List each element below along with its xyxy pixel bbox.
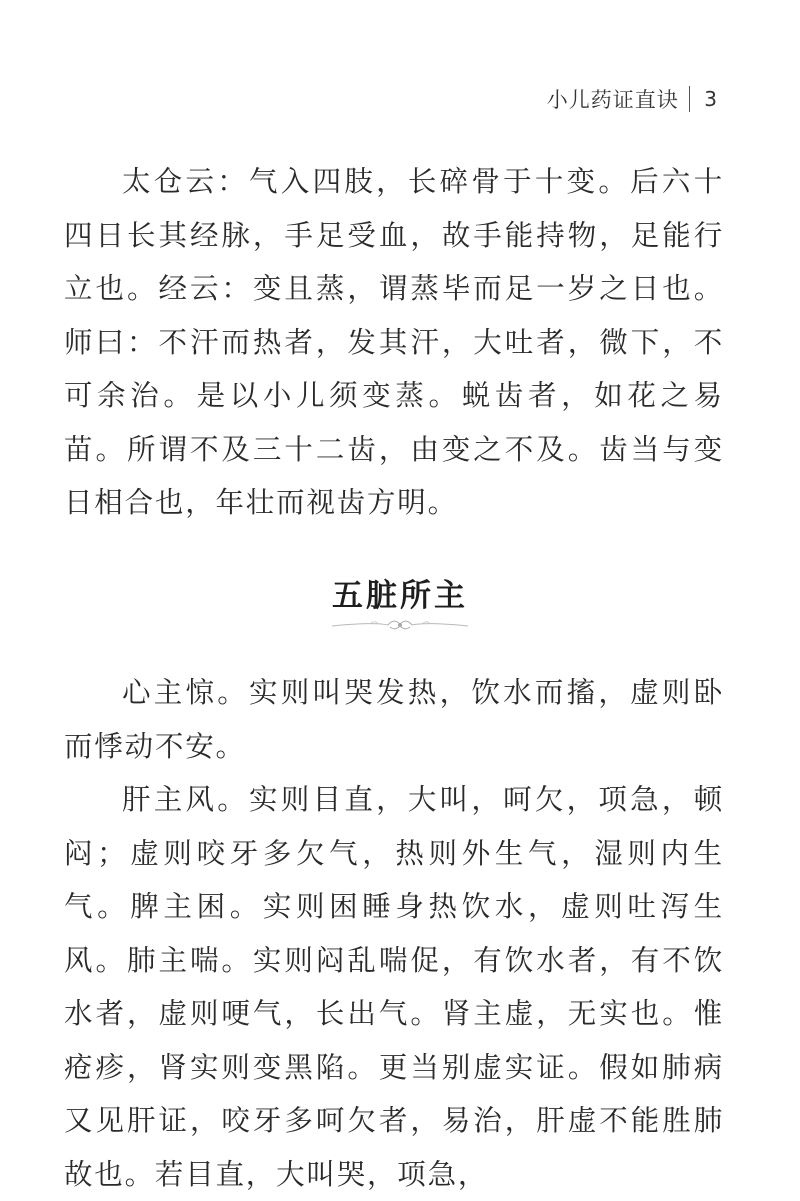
paragraph-heart: 心主惊。实则叫哭发热，饮水而搐，虚则卧而悸动不安。 — [64, 676, 724, 763]
paragraph-taicang: 太仓云：气入四肢，长碎骨于十变。后六十四日长其经脉，手足受血，故手能持物，足能行立也。经云：变且蒸，谓蒸毕而足一岁之日也。师曰：不汗而热者，发其汗，大吐者，微下，不可余治。是以小儿须变蒸。蜕齿者，如花之易苗。所谓不及三十二齿，由变之不及。齿当与变日相合也，年壮而视齿方明。 — [64, 165, 724, 519]
running-header — [547, 84, 718, 114]
section-title: 五脏所主 — [332, 578, 468, 614]
floral-divider-icon — [330, 614, 470, 634]
header-divider — [689, 86, 691, 112]
book-title: 小儿药证直诀 — [546, 88, 679, 112]
paragraph-liver: 肝主风。实则目直，大叫，呵欠，项急，顿闷；虚则咬牙多欠气，热则外生气，湿则内生气。脾主困。实则困睡身热饮水，虚则吐泻生风。肺主喘。实则闷乱喘促，有饮水者，有不饮水者，虚则哽气，长出气。肾主虚，无实也。惟疮疹，肾实则变黑陷。更当别虚实证。假如肺病又见肝证，咬牙多呵欠者，易治，肝虚不能胜肺故也。若目直，大叫哭，项急， — [64, 783, 724, 1191]
page-number: 3 — [704, 87, 718, 111]
